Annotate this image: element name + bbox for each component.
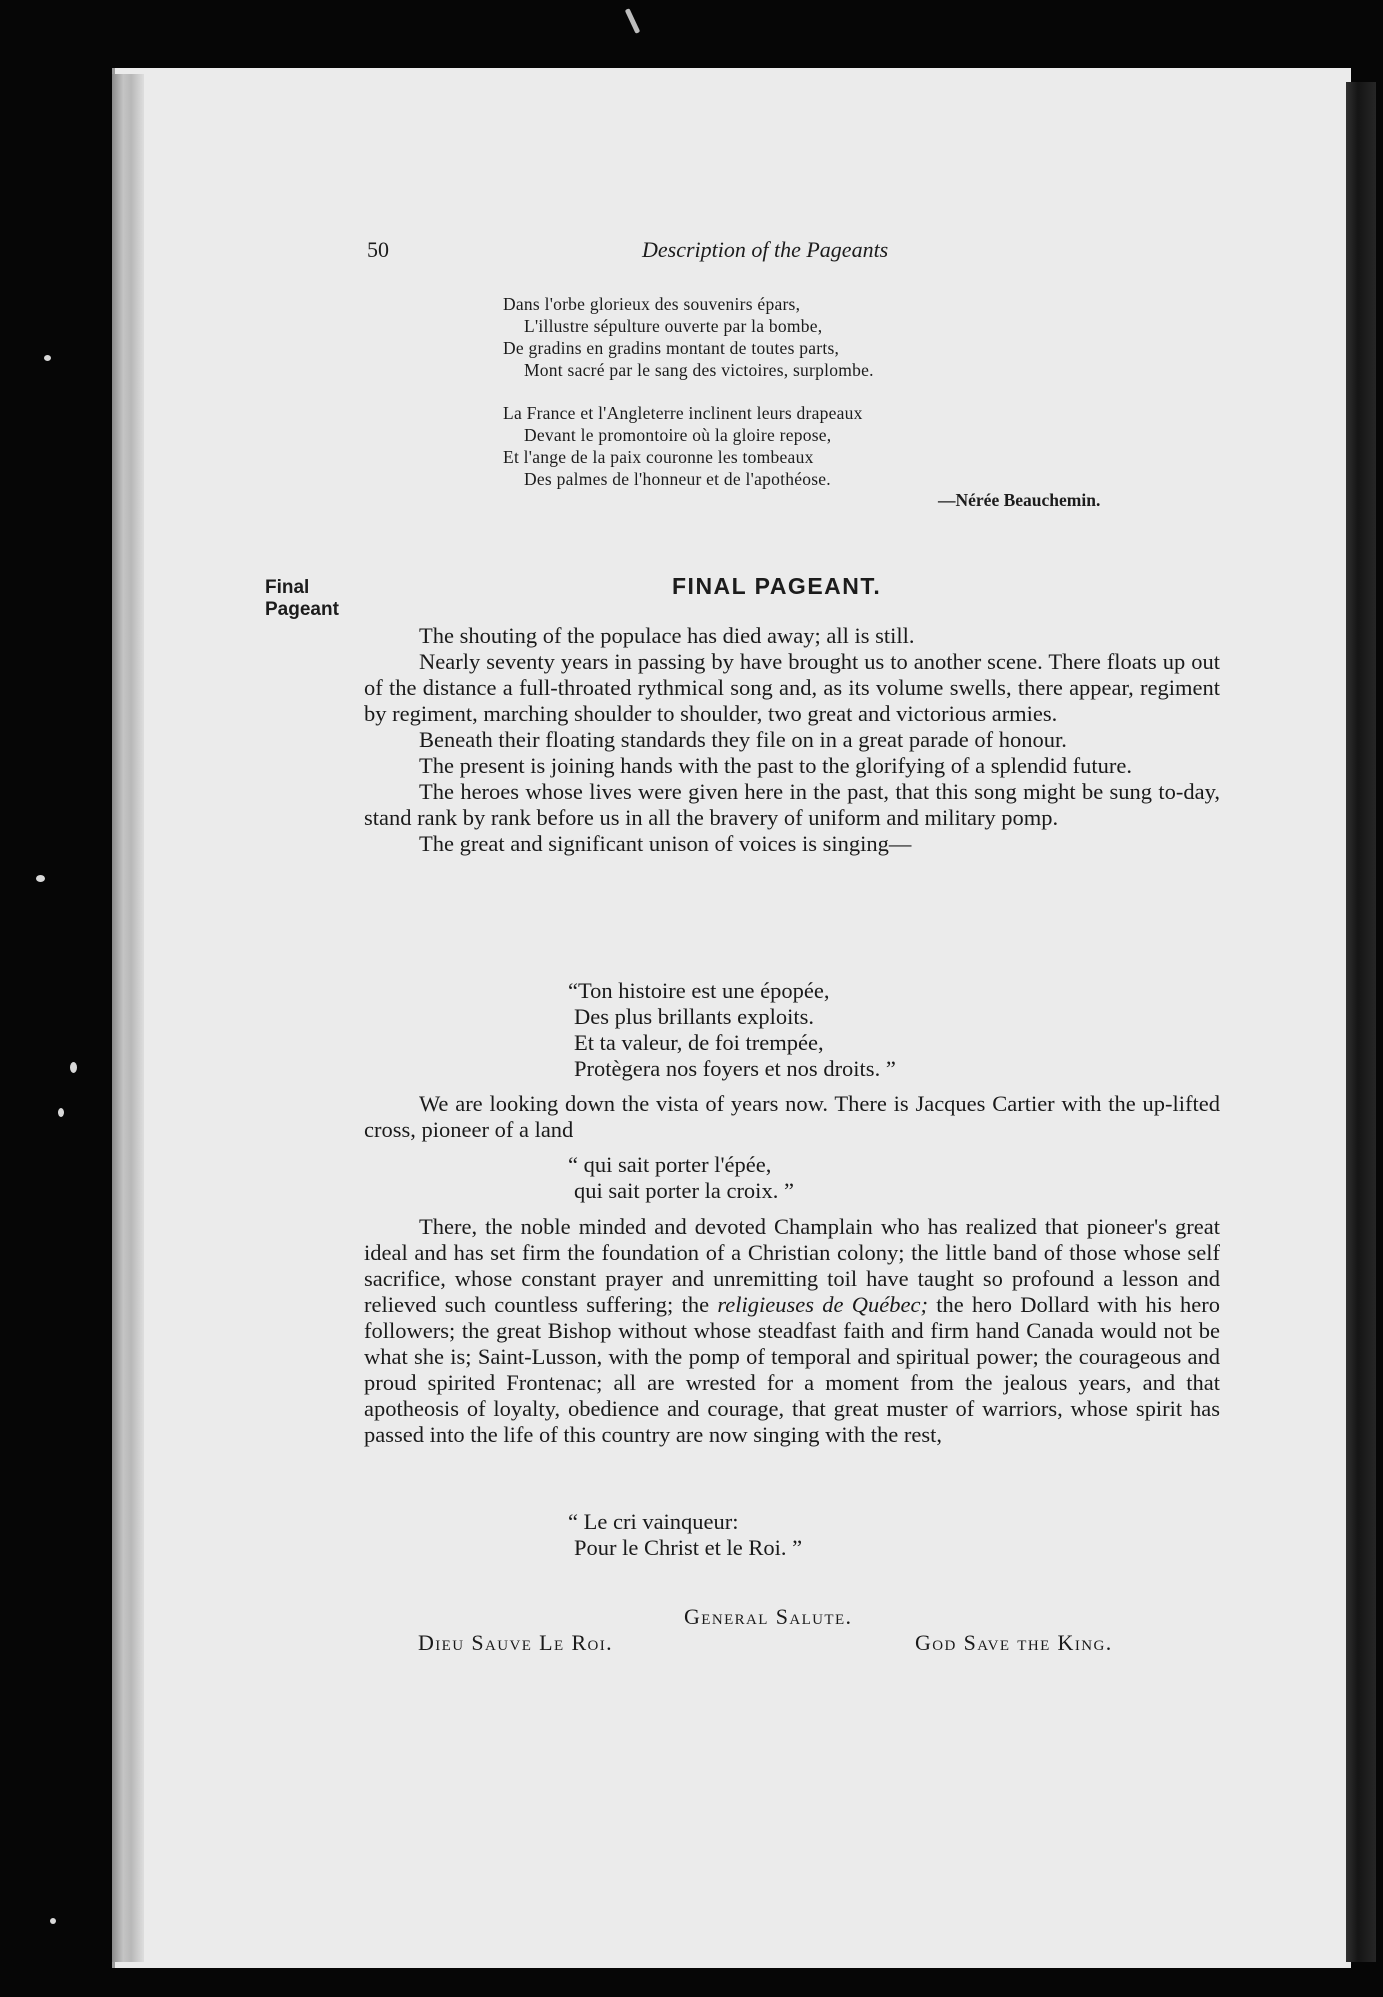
quote-line: “Ton histoire est une épopée,	[568, 978, 830, 1003]
body-paragraph: Nearly seventy years in passing by have brought us to another scene. There floats up out of the distance a full-throated rythmical song and, as its volume swells, there appear, regiment by regiment, marching shoulder to shoulder, two great and victorious armies.	[364, 649, 1220, 726]
page-right-edge	[1346, 82, 1376, 1962]
quote-line: “ qui sait porter l'épée,	[568, 1152, 772, 1177]
poem-line: La France et l'Angleterre inclinent leurs drapeaux	[503, 403, 863, 423]
body-text-italic: religieuses de Québec;	[717, 1292, 928, 1317]
body-paragraph: The shouting of the populace has died away; all is still.	[419, 623, 915, 648]
scan-speck	[44, 355, 51, 361]
closing-right: God Save the King.	[915, 1630, 1113, 1655]
body-block-3	[364, 1214, 1220, 1448]
running-title: Description of the Pageants	[642, 237, 889, 262]
poem-attribution: —Nérée Beauchemin.	[938, 490, 1101, 510]
scan-speck	[36, 875, 45, 882]
scan-speck	[50, 1918, 56, 1924]
body-paragraph: The heroes whose lives were given here in the past, that this song might be sung to-day, stand rank by rank before us in all the bravery of uniform and military pomp.	[364, 779, 1220, 830]
general-salute: General Salute.	[684, 1604, 853, 1629]
poem-line: Devant le promontoire où la gloire repose,	[524, 425, 832, 445]
body-paragraph: The great and significant unison of voices is singing—	[419, 831, 912, 856]
scan-speck	[625, 8, 641, 34]
poem-line: Mont sacré par le sang des victoires, surplombe.	[524, 360, 874, 380]
scan-speck	[70, 1062, 77, 1073]
page-number: 50	[367, 237, 389, 262]
section-title: FINAL PAGEANT.	[672, 573, 882, 599]
closing-left: Dieu Sauve Le Roi.	[418, 1630, 614, 1655]
poem-line: Des palmes de l'honneur et de l'apothéose.	[524, 469, 831, 489]
poem-line: Et l'ange de la paix couronne les tombeaux	[503, 447, 814, 467]
body-text: the hero Dollard with his hero followers; the great Bishop without whose steadfast faith and firm hand Canada would not be what she is; Saint-Lusson, with the pomp of temporal and spiritual power; the courageous and proud spirited Frontenac; all are wrested for a moment from the jealous years, and that apotheosis of loyalty, obedience and courage, that great muster of warriors, whose spirit has passed into the life of this country are now singing with the rest,	[364, 1292, 1220, 1447]
body-paragraph: The present is joining hands with the past to the glorifying of a splendid future.	[419, 753, 1132, 778]
scan-speck	[58, 1108, 64, 1117]
quote-line: “ Le cri vainqueur:	[568, 1509, 739, 1534]
quote-line: Protègera nos foyers et nos droits. ”	[574, 1056, 896, 1081]
body-paragraph: Beneath their floating standards they file on in a great parade of honour.	[419, 727, 1067, 752]
body-paragraph	[364, 1214, 1220, 1448]
body-paragraph: We are looking down the vista of years now. There is Jacques Cartier with the up-lifted cross, pioneer of a land	[364, 1091, 1220, 1142]
poem-line: L'illustre sépulture ouverte par la bombe,	[524, 316, 823, 336]
quote-line: qui sait porter la croix. ”	[574, 1178, 794, 1203]
body-text: There, the noble minded and devoted Champlain who has realized that pioneer's great ideal and has set firm the foundation of a Christian colony; the little band of those whose self sacrifice, whose constant prayer and unremitting toil have taught so profound a lesson and relieved such countless suffering; the	[364, 1214, 1220, 1317]
body-block-2	[364, 1091, 1220, 1143]
quote-line: Pour le Christ et le Roi. ”	[574, 1535, 803, 1560]
poem-line: De gradins en gradins montant de toutes parts,	[503, 338, 840, 358]
poem-line: Dans l'orbe glorieux des souvenirs épars,	[503, 294, 801, 314]
page-binding-edge	[112, 74, 144, 1962]
quote-line: Et ta valeur, de foi trempée,	[574, 1030, 824, 1055]
body-block-1	[364, 623, 1220, 857]
sidenote-line: Pageant	[265, 599, 339, 620]
quote-line: Des plus brillants exploits.	[574, 1004, 814, 1029]
sidenote-line: Final	[265, 577, 310, 598]
